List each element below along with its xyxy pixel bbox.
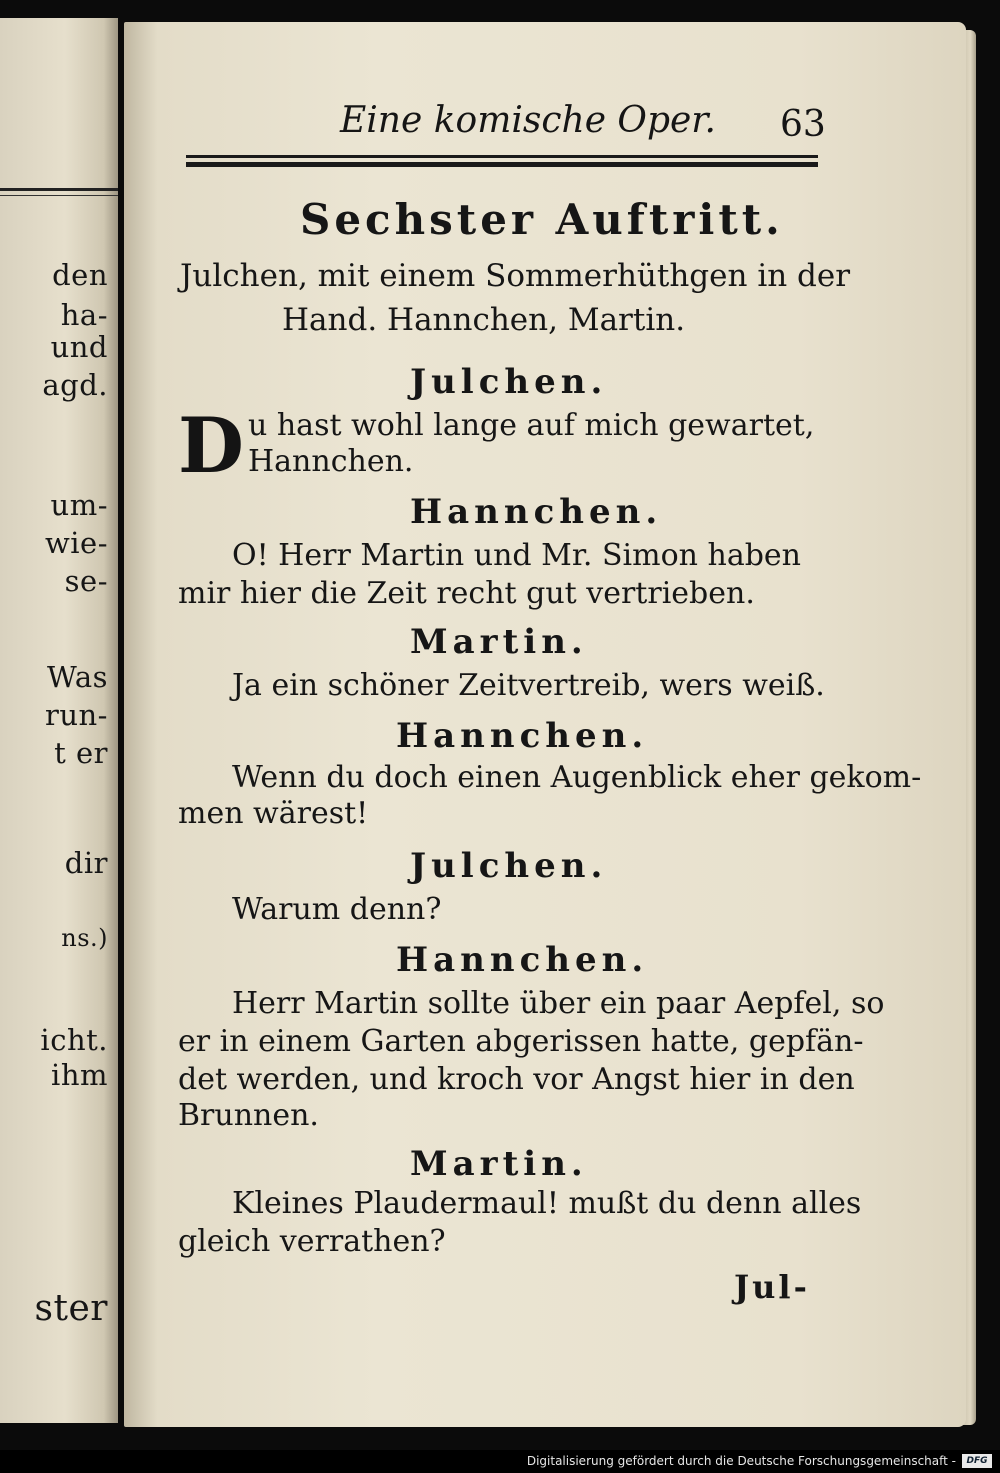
left-text-fragment: ster xyxy=(34,1288,108,1329)
dialogue-line: Kleines Plaudermaul! mußt du denn alles xyxy=(232,1186,862,1221)
dfg-logo-icon: DFG xyxy=(962,1454,992,1468)
dialogue-line: Brunnen. xyxy=(178,1098,319,1133)
left-text-fragment: ns.) xyxy=(61,924,108,952)
left-text-fragment: dir xyxy=(64,846,108,880)
left-text-fragment: und xyxy=(50,330,108,364)
dialogue-line: u hast wohl lange auf mich gewartet, xyxy=(248,408,815,443)
left-text-fragment: den xyxy=(52,258,108,292)
dialogue-line: mir hier die Zeit recht gut vertrieben. xyxy=(178,576,755,611)
header-rule-thick xyxy=(186,162,818,167)
dialogue-line: Warum denn? xyxy=(232,892,442,927)
dialogue-line: O! Herr Martin und Mr. Simon haben xyxy=(232,538,801,573)
scene-title: Sechster Auftritt. xyxy=(300,195,784,244)
footer-bar xyxy=(0,1450,1000,1473)
left-text-fragment: ihm xyxy=(51,1058,108,1092)
left-page-fragment xyxy=(0,18,118,1423)
catchword: Jul- xyxy=(734,1268,810,1306)
speaker-name: Martin. xyxy=(410,1144,588,1184)
left-text-fragment: t er xyxy=(54,736,108,770)
header-rule xyxy=(186,155,818,158)
stage-direction: Julchen, mit einem Sommerhüthgen in der xyxy=(180,258,851,294)
dialogue-line: gleich verrathen? xyxy=(178,1224,446,1259)
speaker-name: Hannchen. xyxy=(396,940,649,980)
left-text-fragment: ha- xyxy=(60,298,108,332)
dialogue-line: er in einem Garten abgerissen hatte, gepfän- xyxy=(178,1024,864,1059)
stage-direction: Hand. Hannchen, Martin. xyxy=(282,302,686,338)
left-text-fragment: Was xyxy=(47,660,108,694)
left-text-fragment: se- xyxy=(64,564,108,598)
dialogue-line: Hannchen. xyxy=(248,444,414,479)
left-text-fragment: agd. xyxy=(42,368,108,402)
running-title: Eine komische Oper. xyxy=(340,100,716,141)
dialogue-line: Wenn du doch einen Augenblick eher gekom- xyxy=(232,760,922,795)
speaker-name: Martin. xyxy=(410,622,588,662)
left-text-fragment: icht. xyxy=(40,1023,108,1057)
speaker-name: Julchen. xyxy=(410,362,608,402)
left-text-fragment: wie- xyxy=(44,526,108,560)
speaker-name: Hannchen. xyxy=(410,492,663,532)
dialogue-line: Ja ein schöner Zeitvertreib, wers weiß. xyxy=(232,668,825,703)
left-text-fragment: um- xyxy=(50,488,108,522)
left-head-rule-thin xyxy=(0,195,118,196)
left-head-rule xyxy=(0,188,118,191)
funding-credit: Digitalisierung gefördert durch die Deutsche Forschungsgemeinschaft - xyxy=(526,1454,956,1468)
speaker-name: Julchen. xyxy=(410,846,608,886)
page-number: 63 xyxy=(780,104,826,145)
dialogue-line: men wärest! xyxy=(178,796,369,831)
left-text-fragment: run- xyxy=(44,698,108,732)
dialogue-line: det werden, und kroch vor Angst hier in den xyxy=(178,1062,855,1097)
drop-cap: D xyxy=(178,401,244,490)
speaker-name: Hannchen. xyxy=(396,716,649,756)
dialogue-line: Herr Martin sollte über ein paar Aepfel, so xyxy=(232,986,885,1021)
